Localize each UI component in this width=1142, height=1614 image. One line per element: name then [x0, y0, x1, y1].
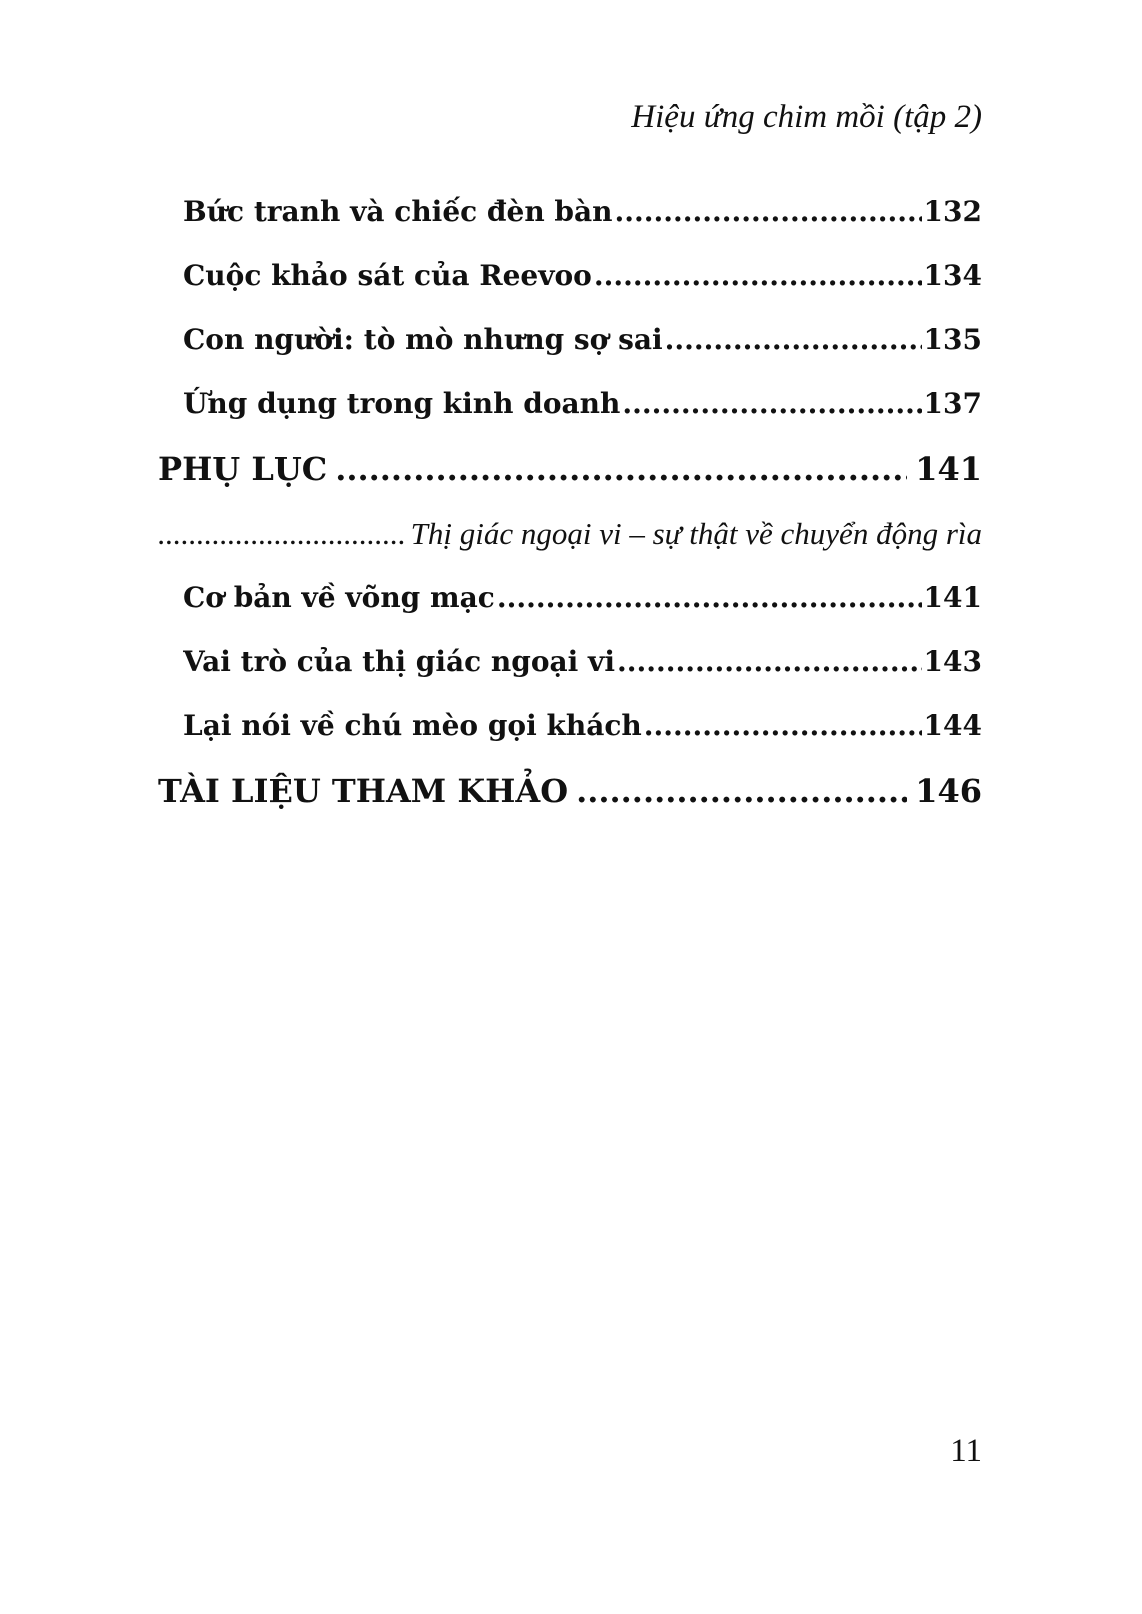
toc-entry — [183, 694, 982, 758]
toc-entry-title: Lại nói về chú mèo gọi khách — [183, 709, 642, 742]
toc-section-page: 146 — [915, 772, 982, 810]
dot-leader — [576, 758, 907, 824]
toc-entry-title: Ứng dụng trong kinh doanh — [183, 387, 621, 420]
toc-entry — [183, 244, 982, 308]
table-of-contents — [158, 180, 982, 824]
toc-section-page: 141 — [915, 450, 982, 488]
dot-leader — [497, 566, 922, 630]
toc-entry — [183, 630, 982, 694]
toc-section-entry — [158, 758, 982, 824]
dot-leader — [644, 694, 922, 758]
toc-subtitle-entry — [158, 502, 982, 566]
page-number: 11 — [950, 1433, 982, 1469]
toc-entry-title: Cơ bản về võng mạc — [183, 581, 495, 614]
toc-entry — [183, 308, 982, 372]
toc-entry-page: 135 — [923, 323, 982, 356]
dot-leader — [665, 308, 922, 372]
toc-entry-page: 132 — [923, 195, 982, 228]
toc-subtitle-title: Thị giác ngoại vi – sự thật về chuyển động rìa — [410, 516, 982, 551]
toc-entry — [183, 566, 982, 630]
dot-leader — [594, 244, 922, 308]
dot-leader — [617, 630, 922, 694]
dot-leader — [622, 372, 921, 436]
toc-entry-page: 137 — [923, 387, 982, 420]
toc-entry-page: 134 — [923, 259, 982, 292]
toc-entry — [183, 180, 982, 244]
dot-leader — [615, 180, 922, 244]
toc-entry-title: Bức tranh và chiếc đèn bàn — [183, 195, 613, 228]
toc-entry-title: Con người: tò mò nhưng sợ sai — [183, 323, 663, 356]
toc-section-entry — [158, 436, 982, 502]
toc-entry-title: Cuộc khảo sát của Reevoo — [183, 259, 592, 292]
toc-section-title: PHỤ LỤC — [158, 450, 328, 488]
toc-entry — [183, 372, 982, 436]
dot-leader — [335, 436, 907, 502]
toc-entry-page: 143 — [923, 645, 982, 678]
running-header: Hiệu ứng chim mồi (tập 2) — [631, 99, 982, 135]
toc-entry-page: 144 — [923, 709, 982, 742]
dot-leader — [158, 502, 407, 566]
toc-entry-page: 141 — [923, 581, 982, 614]
toc-section-title: TÀI LIỆU THAM KHẢO — [158, 772, 569, 810]
toc-entry-title: Vai trò của thị giác ngoại vi — [183, 645, 615, 678]
